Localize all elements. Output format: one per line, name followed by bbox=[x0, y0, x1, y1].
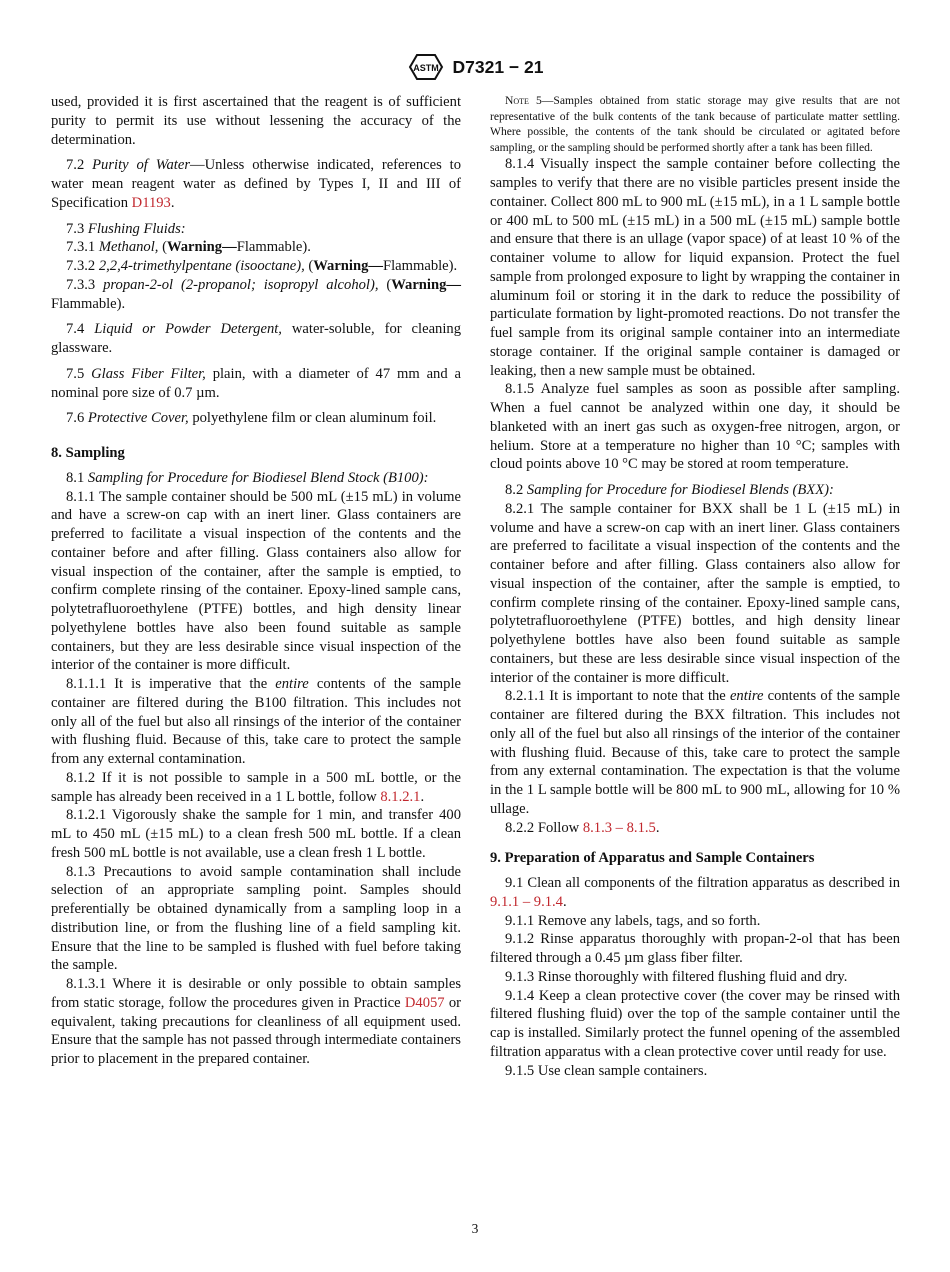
svg-text:ASTM: ASTM bbox=[412, 63, 439, 73]
section-8-2-1: 8.2.1 The sample container for BXX shall be 1 L (±15 mL) in volume and have a screw-on cap with an inert liner. Glass containers are preferred to facilitate a visual inspection of the contents and the container before and after filling. Glass containers also allow for visual inspection of the container, after the sample is emptied, to confirm complete rinsing of the container. Epoxy-lined sample cans, polytetrafluoroethylene (PTFE) bottles, and high density linear polyethylene bottles have also been found suitable as sample containers, but these are less desirable since visual inspection of the interior of the container is more difficult. bbox=[490, 500, 900, 686]
note-5: Note 5—Samples obtained from static storage may give results that are not representative of the bulk contents of the tank because of particulate matter settling. Where possible, the contents of the tank should be circulated or agitated before sampling, or the sampling should be performed shortly after a tank has been filled. bbox=[490, 94, 900, 154]
section-8-1-5: 8.1.5 Analyze fuel samples as soon as possible after sampling. When a fuel cannot be analyzed within one day, it should be blanketed with an inert gas such as oxygen-free nitrogen, argon, or helium. Store at a temperature no higher than 10 °C; samples with cloud points above 10 °C may be stored at room temperature. bbox=[490, 381, 900, 473]
section-8-1-2-1: 8.1.2.1 Vigorously shake the sample for 1 min, and transfer 400 mL to 450 mL (±15 mL) to a clean fresh 500 mL bottle. If a clean fresh 500 mL bottle is not available, use a clean fresh 1 L bottle. bbox=[51, 807, 461, 861]
section-8-1-1: 8.1.1 The sample container should be 500 mL (±15 mL) in volume and have a screw-on cap with an inert liner. Glass containers are preferred to facilitate a visual inspection of the contents and the container before and after filling. Glass containers also allow for visual inspection of the container, after the sample is emptied, to confirm complete rinsing of the container. Epoxy-lined sample cans, polytetrafluoroethylene (PTFE) bottles, and high density linear polyethylene bottles have also been found suitable as sample containers, but they are less desirable since visual inspection of the interior of the container is more difficult. bbox=[51, 488, 461, 674]
astm-logo-icon bbox=[407, 52, 445, 82]
section-7-5: 7.5 Glass Fiber Filter, plain, with a diameter of 47 mm and a nominal pore size of 0.7 µm. bbox=[51, 365, 461, 401]
section-7-2: 7.2 Purity of Water—Unless otherwise indicated, references to water mean reagent water as defined by Types I, II and III of Specification D1193. bbox=[51, 157, 461, 211]
section-7-4: 7.4 Liquid or Powder Detergent, water-soluble, for cleaning glassware. bbox=[51, 321, 461, 356]
section-7-3-3: 7.3.3 propan-2-ol (2-propanol; isopropyl alcohol), (Warning—Flammable). bbox=[51, 276, 461, 312]
section-9-1-3: 9.1.3 Rinse thoroughly with filtered flushing fluid and dry. bbox=[505, 968, 848, 985]
link-8-1-3-to-8-1-5[interactable]: 8.1.3 – 8.1.5 bbox=[582, 819, 656, 836]
link-8-1-2-1[interactable]: 8.1.2.1 bbox=[380, 788, 421, 805]
section-8-2-2: 8.2.2 Follow 8.1.3 – 8.1.5. bbox=[505, 819, 660, 836]
section-9-1-2: 9.1.2 Rinse apparatus thoroughly with propan-2-ol that has been filtered through a 0.45 µm glass fiber filter. bbox=[490, 931, 900, 967]
section-9-1-5: 9.1.5 Use clean sample containers. bbox=[505, 1062, 708, 1079]
section-8-1-2: 8.1.2 If it is not possible to sample in a 500 mL bottle, or the sample has already been received in a 1 L bottle, follow 8.1.2.1. bbox=[51, 769, 461, 805]
left-column bbox=[51, 93, 461, 1069]
page-number: 3 bbox=[471, 1221, 479, 1236]
section-heading-9: 9. Preparation of Apparatus and Sample Containers bbox=[490, 850, 815, 867]
section-8-2: 8.2 Sampling for Procedure for Biodiesel Blends (BXX): bbox=[505, 482, 834, 499]
section-heading-8: 8. Sampling bbox=[51, 445, 125, 461]
section-9-1-1: 9.1.1 Remove any labels, tags, and so forth. bbox=[505, 912, 761, 929]
section-9-1: 9.1 Clean all components of the filtration apparatus as described in 9.1.1 – 9.1.4. bbox=[490, 875, 900, 910]
section-9-1-4: 9.1.4 Keep a clean protective cover (the cover may be rinsed with filtered flushing fluid) over the top of the sample container until the cap is installed. Similarly protect the funnel opening of the assembled filtration apparatus with a clean protective cover until ready for use. bbox=[490, 987, 900, 1060]
right-column bbox=[490, 93, 900, 1080]
section-8-1-4: 8.1.4 Visually inspect the sample container before collecting the samples to verify that there are no visible particles present inside the container. Collect 800 mL to 900 mL (±15 mL), in a 1 L sample bottle or 400 mL to 500 mL (±15 mL) in a 500 mL (±15 mL) sample bottle and ensure that there is an ullage (vapor space) of at least 10 % of the container volume to allow for liquid expansion. Protect the fuel sample from prolonged exposure to light by wrapping the container in aluminum foil or storing it in the dark to reduce the possibility of particulate formation by light-promoted reactions. Do not transfer the fuel sample from its original sample container into an intermediate storage container. If the original sample container is damaged or leaking, then a new sample must be obtained. bbox=[490, 156, 900, 379]
link-d4057[interactable]: D4057 bbox=[404, 994, 445, 1011]
section-7-6: 7.6 Protective Cover, polyethylene film or clean aluminum foil. bbox=[66, 410, 437, 427]
section-8-2-1-1: 8.2.1.1 It is important to note that the entire contents of the sample container are filtered during the BXX filtration. This includes not only all of the fuel but also all rinsings of the interior of the container with flushing fluid. Because of this, take care to protect the sample from any external contamination. The expectation is that the volume in the 1 L sample bottle will be 800 mL to 900 mL, allowing for 10 % ullage. bbox=[490, 688, 900, 817]
section-8-1-1-1: 8.1.1.1 It is imperative that the entire contents of the sample container are filtered during the B100 filtration. This includes not only all of the fuel but also all rinsings of the interior of the container with flushing fluid. Because of this, take care to protect the sample from any external contamination. bbox=[51, 676, 461, 767]
standard-designation: D7321 − 21 bbox=[452, 56, 544, 77]
paragraph-continuation: used, provided it is first ascertained that the reagent is of sufficient purity to permit its use without lessening the accuracy of the determination. bbox=[51, 94, 461, 148]
section-7-3-1: 7.3.1 Methanol, (Warning—Flammable). bbox=[66, 239, 311, 256]
section-8-1-3-1: 8.1.3.1 Where it is desirable or only possible to obtain samples from static storage, follow the procedures given in Practice D4057 or equivalent, taking precautions for cleanliness of all equipment used. Ensure that the sample has not passed through intermediate containers prior to placement in the prepared container. bbox=[51, 976, 461, 1067]
link-d1193[interactable]: D1193 bbox=[131, 194, 171, 211]
section-8-1: 8.1 Sampling for Procedure for Biodiesel Blend Stock (B100): bbox=[66, 469, 429, 486]
page-header bbox=[0, 52, 950, 82]
link-9-1-1-to-9-1-4[interactable]: 9.1.1 – 9.1.4 bbox=[490, 893, 563, 910]
section-7-3: 7.3 Flushing Fluids: bbox=[66, 220, 186, 237]
section-8-1-3: 8.1.3 Precautions to avoid sample contamination shall include selection of an appropriate sampling point. Samples should preferentially be obtained dynamically from a sampling loop in a distribution line, or from the flushing line of a field sampling kit. Ensure that the line to be sampled is flushed with fuel before taking the sample. bbox=[51, 863, 461, 974]
section-7-3-2: 7.3.2 2,2,4-trimethylpentane (isooctane), (Warning—Flammable). bbox=[66, 258, 458, 274]
